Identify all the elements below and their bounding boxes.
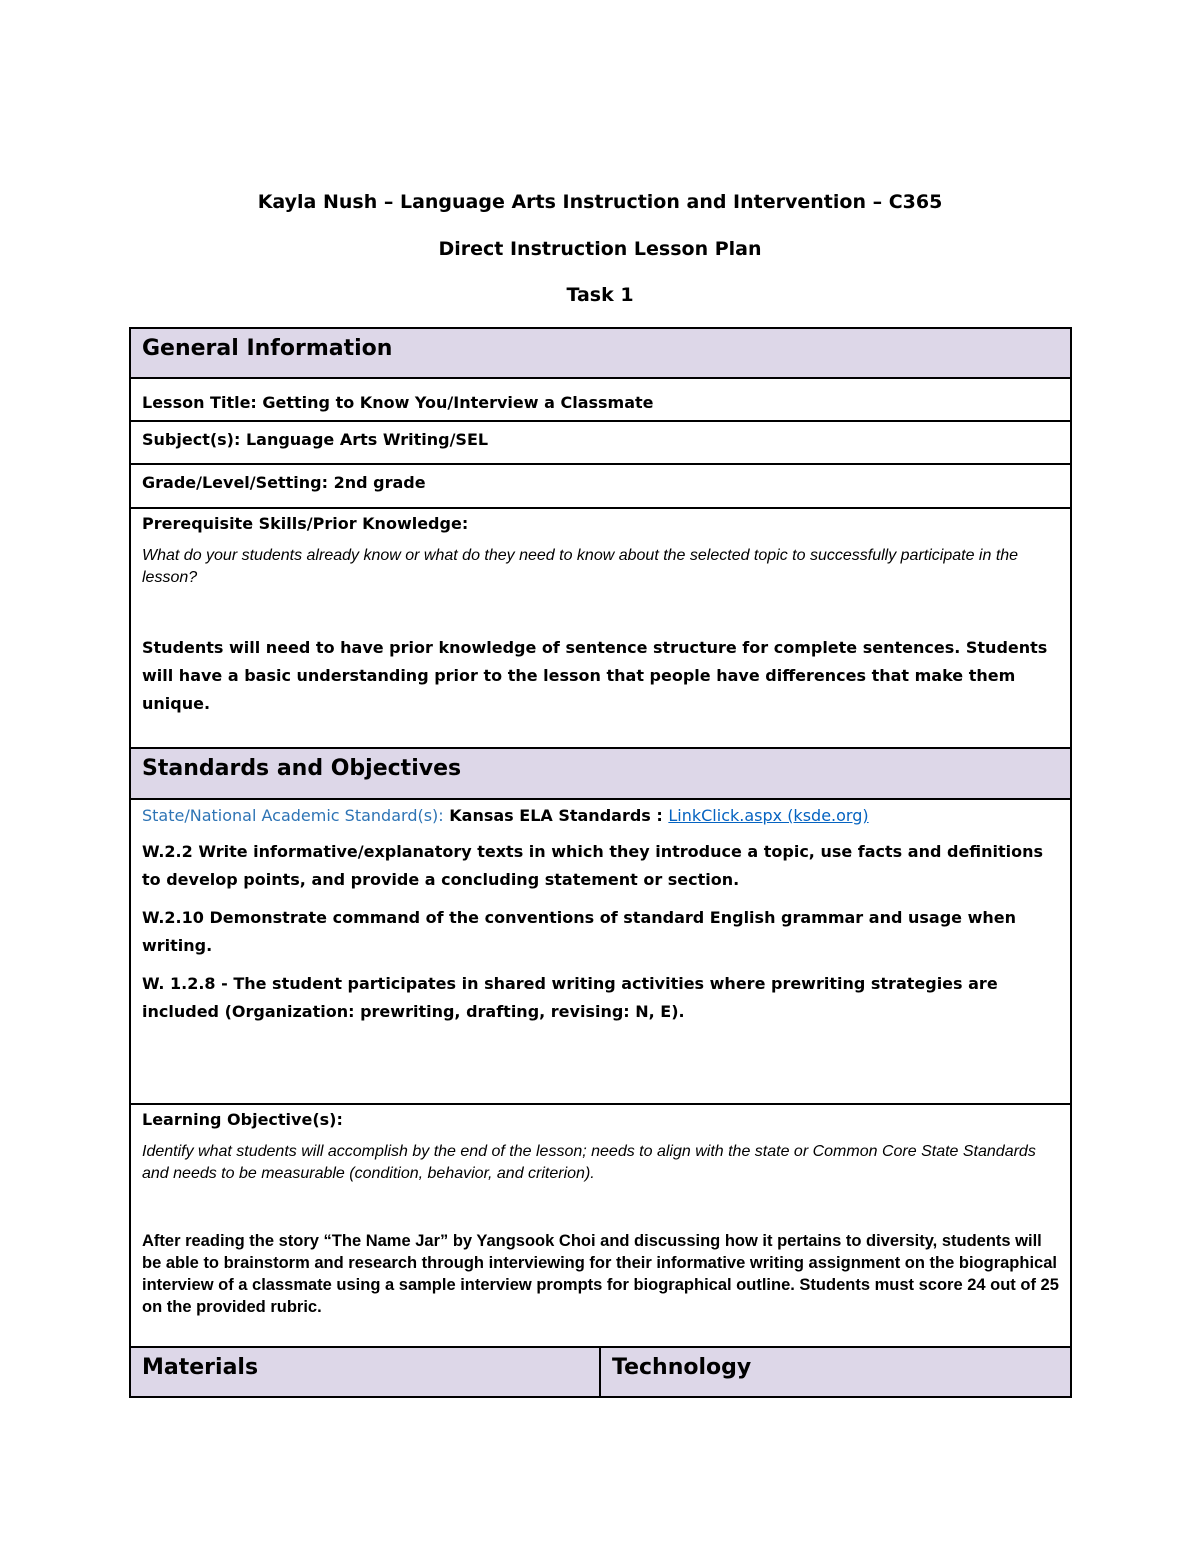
subjects-row <box>130 421 1071 464</box>
prerequisite-label: Prerequisite Skills/Prior Knowledge: <box>142 514 469 533</box>
prerequisite-answer: Students will need to have prior knowledge of sentence structure for complete sentences. Students will have a basic understanding prior to the lesson that people have differences that make them unique. <box>142 638 1048 713</box>
prerequisite-prompt: What do your students already know or what do they need to know about the selected topic to successfully participate in the lesson? <box>142 547 1019 586</box>
standard-item: W.2.10 Demonstrate command of the conventions of standard English grammar and usage when writing. <box>142 908 1016 955</box>
grade-row <box>130 464 1071 508</box>
subjects: Subject(s): Language Arts Writing/SEL <box>142 430 489 449</box>
standards-line <box>142 804 1059 828</box>
task-label: Task 1 <box>566 284 634 306</box>
document-author-course: Kayla Nush – Language Arts Instruction and Intervention – C365 <box>257 191 943 213</box>
technology-heading: Technology <box>600 1347 1071 1397</box>
standards-label: State/National Academic Standard(s): <box>142 806 444 825</box>
learning-objectives-row <box>130 1104 1071 1347</box>
learning-objectives-answer: After reading the story “The Name Jar” by Yangsook Choi and discussing how it pertains to diversity, students will be able to brainstorm and research through interviewing for their informative writing assignment on the biographical interview of a classmate using a sample interview prompts for biographical outline. Students must score 24 out of 25 on the provided rubric. <box>142 1232 1059 1316</box>
standard-item: W. 1.2.8 - The student participates in shared writing activities where prewriting strategies are included (Organization: prewriting, drafting, revising: N, E). <box>142 974 998 1021</box>
learning-objectives-label: Learning Objective(s): <box>142 1110 343 1129</box>
materials-heading: Materials <box>130 1347 600 1397</box>
section-standards-objectives: Standards and Objectives <box>130 748 1071 799</box>
standards-source: Kansas ELA Standards : <box>443 806 669 825</box>
standards-link[interactable]: LinkClick.aspx (ksde.org) <box>668 806 869 825</box>
lesson-title-row <box>130 378 1071 421</box>
section-general-information: General Information <box>130 328 1071 378</box>
lesson-plan-table <box>129 327 1072 1398</box>
prerequisite-row <box>130 508 1071 748</box>
grade-level-setting: Grade/Level/Setting: 2nd grade <box>142 473 426 492</box>
learning-objectives-prompt: Identify what students will accomplish by the end of the lesson; needs to align with the state or Common Core State Standards and needs to be measurable (condition, behavior, and criterion). <box>142 1143 1036 1182</box>
standards-row <box>130 799 1071 1104</box>
lesson-title: Lesson Title: Getting to Know You/Interview a Classmate <box>142 393 654 412</box>
standard-item: W.2.2 Write informative/explanatory texts in which they introduce a topic, use facts and definitions to develop points, and provide a concluding statement or section. <box>142 842 1044 889</box>
document-title: Direct Instruction Lesson Plan <box>438 238 762 260</box>
